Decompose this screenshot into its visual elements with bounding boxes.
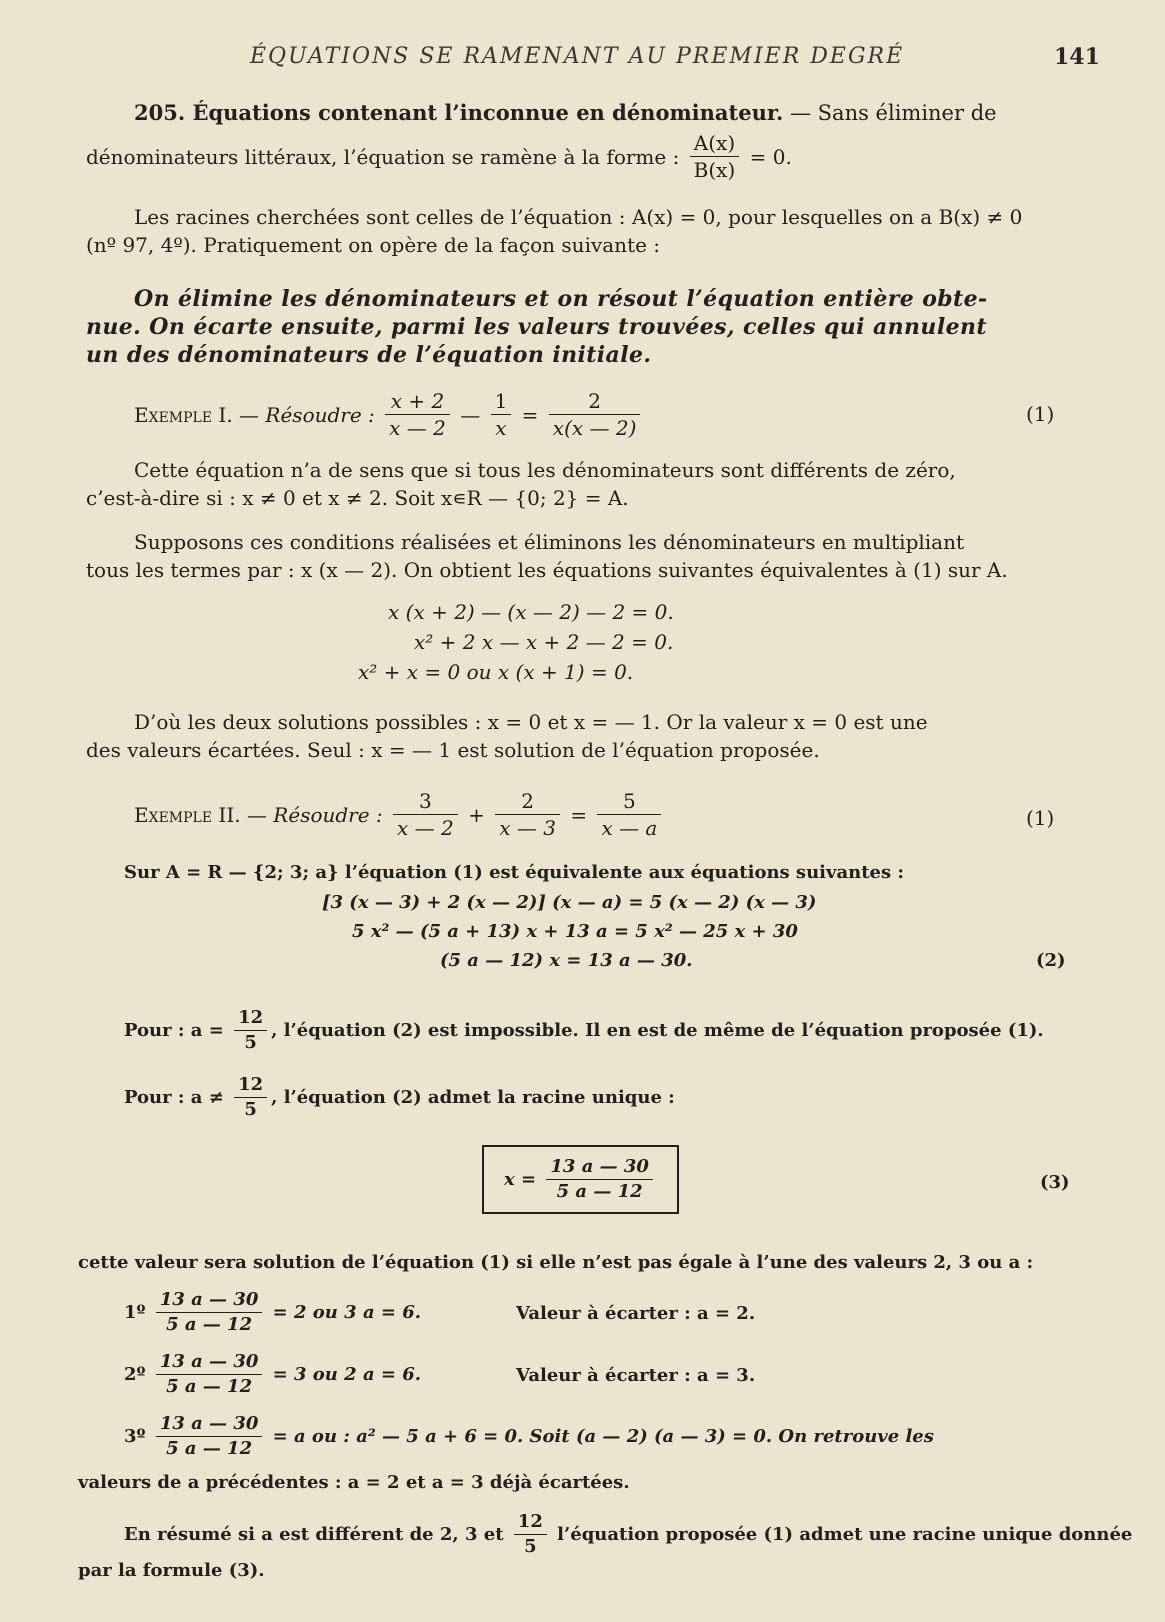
example-1-label: Exemple I.	[134, 402, 233, 427]
paragraph-roots: Les racines cherchées sont celles de l’équation : A(x) = 0, pour lesquelles on a B(x) ≠ 0	[134, 205, 1023, 229]
ex2-f3-den: x — a	[601, 816, 658, 840]
pour2-frac-num: 12	[234, 1075, 267, 1098]
ex1-f2-den: x	[495, 416, 507, 440]
example-2-statement	[134, 790, 665, 839]
case1-num: 13 a — 30	[156, 1290, 263, 1313]
case1-den: 5 a — 12	[166, 1313, 253, 1335]
ex2-f2-den: x — 3	[499, 816, 556, 840]
ex1-fraction-1	[385, 390, 450, 439]
case1-value: Valeur à écarter : a = 2.	[516, 1303, 756, 1324]
ex2-equation-a: [3 (x — 3) + 2 (x — 2)] (x — a) = 5 (x — 2) (x — 3)	[322, 892, 817, 913]
ex1-f3-den: x(x — 2)	[552, 416, 637, 440]
example-1-statement	[134, 390, 644, 439]
ex2-f2-num: 2	[495, 790, 560, 815]
section-heading	[134, 100, 997, 125]
pour1-lead: Pour : a =	[124, 1019, 224, 1041]
rule-line-3: un des dénominateurs de l’équation initiale.	[86, 342, 652, 368]
case2-value: Valeur à écarter : a = 3.	[516, 1365, 756, 1386]
ex1-f2-num: 1	[491, 390, 512, 415]
case1-rest: = 2 ou 3 a = 6.	[272, 1301, 422, 1323]
ex2-pour-1	[124, 1008, 1044, 1053]
box-num: 13 a — 30	[546, 1157, 653, 1180]
example-2-resoudre: — Résoudre :	[246, 802, 383, 827]
summary-tail: l’équation proposée (1) admet une racine unique donnée	[557, 1523, 1133, 1545]
ex1-equals: =	[521, 402, 539, 427]
form-fraction	[690, 132, 740, 181]
case2-index: 2º	[124, 1363, 146, 1385]
ex2-plus: +	[468, 802, 485, 827]
summary-lead: En résumé si a est différent de 2, 3 et	[124, 1523, 504, 1545]
ex1-equation-c: x² + x = 0 ou x (x + 1) = 0.	[358, 660, 634, 684]
box-lhs: x =	[504, 1168, 537, 1190]
ex2-f1-den: x — 2	[397, 816, 454, 840]
section-intro-tail: — Sans éliminer de	[783, 101, 997, 125]
example-2-label: Exemple II.	[134, 802, 241, 827]
pour1-frac-den: 5	[244, 1031, 257, 1053]
ex1-fraction-3	[549, 390, 641, 439]
box-fraction	[546, 1157, 653, 1202]
case-3	[124, 1414, 934, 1459]
case2-fraction	[156, 1352, 263, 1397]
pour1-tail: , l’équation (2) est impossible. Il en est de même de l’équation proposée (1).	[271, 1019, 1044, 1041]
page-number: 141	[1054, 44, 1100, 70]
case3-rest: = a ou : a² — 5 a + 6 = 0. Soit (a — 2) (a — 3) = 0. On retrouve les	[272, 1425, 934, 1447]
case3-line2: valeurs de a précédentes : a = 2 et a = 3 déjà écartées.	[78, 1472, 630, 1493]
ex1-par3-line1: D’où les deux solutions possibles : x = 0 et x = — 1. Or la valeur x = 0 est une	[134, 710, 928, 734]
ex2-fraction-2	[495, 790, 560, 839]
ex2-cette: cette valeur sera solution de l’équation (1) si elle n’est pas égale à l’une des valeurs 2, 3 ou a :	[78, 1252, 1034, 1273]
case2-den: 5 a — 12	[166, 1375, 253, 1397]
ex2-equation-b: 5 x² — (5 a + 13) x + 13 a = 5 x² — 25 x + 30	[352, 921, 798, 942]
rule-line-1: On élimine les dénominateurs et on résout l’équation entière obte-	[134, 286, 988, 312]
form-text: dénominateurs littéraux, l’équation se ramène à la forme :	[86, 144, 680, 169]
ex1-equation-b: x² + 2 x — x + 2 — 2 = 0.	[414, 630, 674, 654]
case2-rest: = 3 ou 2 a = 6.	[272, 1363, 422, 1385]
ex2-tag-2: (2)	[1036, 950, 1066, 971]
summary-line-1	[124, 1512, 1132, 1557]
case2-num: 13 a — 30	[156, 1352, 263, 1375]
ex1-par1-line2: c’est-à-dire si : x ≠ 0 et x ≠ 2. Soit x∊R — {0; 2} = A.	[86, 486, 629, 510]
ex2-fraction-3	[597, 790, 661, 839]
ex1-par2-line1: Supposons ces conditions réalisées et éliminons les dénominateurs en multipliant	[134, 530, 965, 554]
summary-fraction	[514, 1512, 547, 1557]
ex2-pour-2	[124, 1075, 675, 1120]
form-rhs: = 0.	[749, 144, 792, 169]
ex2-equation-c: (5 a — 12) x = 13 a — 30.	[440, 950, 693, 971]
ex1-tag: (1)	[1026, 402, 1055, 426]
case-2	[124, 1352, 421, 1397]
case1-fraction	[156, 1290, 263, 1335]
box-den: 5 a — 12	[556, 1180, 643, 1202]
running-title: ÉQUATIONS SE RAMENANT AU PREMIER DEGRÉ	[250, 44, 905, 69]
example-1-resoudre: — Résoudre :	[239, 402, 375, 427]
ex1-par3-line2: des valeurs écartées. Seul : x = — 1 est solution de l’équation proposée.	[86, 738, 820, 762]
paragraph-roots-2: (nº 97, 4º). Pratiquement on opère de la façon suivante :	[86, 233, 661, 257]
case-1	[124, 1290, 421, 1335]
section-form-line	[86, 132, 792, 181]
pour2-tail: , l’équation (2) admet la racine unique :	[271, 1086, 675, 1108]
ex2-f1-num: 3	[393, 790, 458, 815]
ex1-f3-num: 2	[549, 390, 641, 415]
boxed-solution	[482, 1145, 679, 1214]
ex2-equals: =	[570, 802, 588, 827]
ex2-f3-num: 5	[597, 790, 661, 815]
case3-num: 13 a — 30	[156, 1414, 263, 1437]
summary-frac-den: 5	[524, 1535, 537, 1557]
ex1-equation-a: x (x + 2) — (x — 2) — 2 = 0.	[388, 600, 674, 624]
pour2-frac-den: 5	[244, 1098, 257, 1120]
ex2-tag-3: (3)	[1040, 1172, 1070, 1193]
summary-frac-num: 12	[514, 1512, 547, 1535]
pour2-fraction	[234, 1075, 267, 1120]
form-numerator: A(x)	[690, 132, 740, 157]
running-header	[0, 44, 1165, 84]
rule-line-2: nue. On écarte ensuite, parmi les valeurs trouvées, celles qui annulent	[86, 314, 987, 340]
case3-index: 3º	[124, 1425, 146, 1447]
form-denominator: B(x)	[693, 158, 736, 182]
ex1-f1-den: x — 2	[389, 416, 446, 440]
pour2-lead: Pour : a ≠	[124, 1086, 224, 1108]
ex1-par1-line1: Cette équation n’a de sens que si tous les dénominateurs sont différents de zéro,	[134, 458, 956, 482]
ex1-par2-line2: tous les termes par : x (x — 2). On obtient les équations suivantes équivalentes à (1) sur A.	[86, 558, 1008, 582]
section-title: 205. Équations contenant l’inconnue en dénominateur.	[134, 100, 784, 125]
ex2-tag-1: (1)	[1026, 806, 1055, 830]
case3-fraction	[156, 1414, 263, 1459]
pour1-fraction	[234, 1008, 267, 1053]
ex1-minus: —	[460, 402, 481, 427]
case1-index: 1º	[124, 1301, 146, 1323]
summary-line-2: par la formule (3).	[78, 1560, 265, 1581]
pour1-frac-num: 12	[234, 1008, 267, 1031]
ex1-fraction-2	[491, 390, 512, 439]
ex2-fraction-1	[393, 790, 458, 839]
ex2-sur: Sur A = R — {2; 3; a} l’équation (1) est équivalente aux équations suivantes :	[124, 862, 905, 883]
case3-den: 5 a — 12	[166, 1437, 253, 1459]
ex1-f1-num: x + 2	[385, 390, 450, 415]
